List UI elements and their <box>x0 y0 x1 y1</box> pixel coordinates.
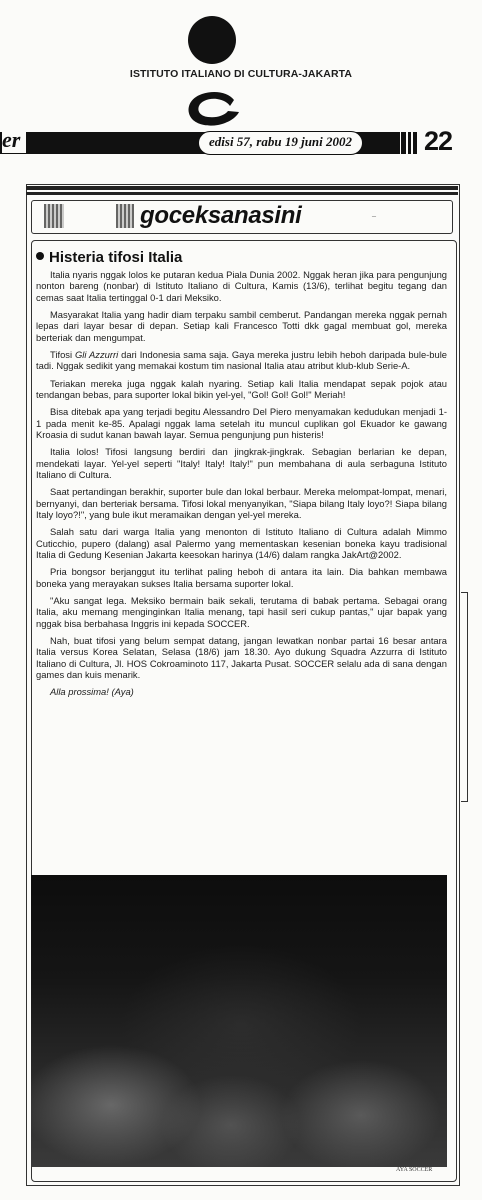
margin-bracket <box>461 592 468 802</box>
article-paragraph: Masyarakat Italia yang hadir diam terpaku sambil cemberut. Pandangan mereka nggak pernah lepas dari layar besar di depan. Setiap kali Francesco Totti dkk gagal membuat gol, mereka berteriak dan mengumpat. <box>36 309 447 343</box>
article-paragraph: Teriakan mereka juga nggak kalah nyaring. Setiap kali Italia mendapat sepak pojok atau tendangan bebas, para suporter lokal bikin yel-yel, "Gol! Gol! Gol!" Meriah! <box>36 377 447 401</box>
paragraph-emphasis: Gli Azzurri <box>74 349 119 361</box>
article-paragraph: Italia nyaris nggak lolos ke putaran kedua Piala Dunia 2002. Nggak heran jika para pengunjung nonton bareng (nonbar) di Istituto Italiano di Cultura, Kamis (13/6), terlihat begitu tegang dan cemas saat Italia tertinggal 0-1 dari Meksiko. <box>36 269 447 303</box>
edition-date: edisi 57, rabu 19 juni 2002 <box>198 131 363 155</box>
article-body <box>36 269 447 704</box>
article-paragraph: Saat pertandingan berakhir, suporter bule dan lokal berbaur. Mereka melompat-lompat, menari, bernyanyi, dan berteriak bersama. Tifosi lokal menyanyikan, "Siapa bilang Italy loyo?! Siapa bilang Italy loyo?!", yang bule ikut meramaikan dengan yel-yel mereka. <box>36 486 447 521</box>
article-paragraph: "Aku sangat lega. Meksiko bermain baik sekali, terutama di babak pertama. Sebagai orang Italia, aku memang menginginkan Italia menang, tapi hasil seri cukup pantas," ujar bapak yang nggak bisa berbahasa Inggris ini kepada SOCCER. <box>36 594 447 629</box>
institute-logo-dot <box>188 16 236 64</box>
header-texture <box>44 204 64 228</box>
article-paragraph: Bisa ditebak apa yang terjadi begitu Alessandro Del Piero menyamakan kedudukan menjadi 1-1 pada menit ke-85. Apalagi nggak lama setelah itu muncul cuplikan gol Ekuador ke gawang Kroasia di sudut kanan bawah layar. Semua pengunjung pun histeris! <box>36 406 447 441</box>
article-paragraph: Italia lolos! Tifosi langsung berdiri dan jingkrak-jingkrak. Sebagian berlarian ke depan, mendekati layar. Yel-yel seperti "Italy! Italy! Italy!" pun membahana di aula serbaguna Istituto Italiano di Cultura. <box>36 446 447 481</box>
masthead-partial-title: er <box>2 127 26 153</box>
institute-name: ISTITUTO ITALIANO DI CULTURA-JAKARTA <box>129 68 353 80</box>
article-paragraph: Nah, buat tifosi yang belum sempat datang, jangan lewatkan nonbar partai 16 besar antara Italia versus Korea Selatan, Selasa (18/6) jam 18.30. Ayo dukung Squadra Azzurra di Istituto Italiano di Cultura, Jl. HOS Cokroaminoto 117, Jakarta Pusat. SOCCER selalu ada di sana dengan games dan kuis menarik. <box>36 634 447 681</box>
institute-logo-mark <box>184 90 242 128</box>
headline-text: Histeria tifosi Italia <box>49 249 183 266</box>
page-number: 22 <box>424 126 453 156</box>
header-texture <box>116 204 134 228</box>
barcode-ornament <box>382 132 417 154</box>
article-paragraph: Salah satu dari warga Italia yang menonton di Istituto Italiano di Cultura adalah Mimmo Cuticchio, pupero (dalang) asal Palermo yang mementaskan kesenian boneka kayu tradisional Italia di Gedung Kesenian Jakarta keesokan harinya (14/6) dalam rangka JakArt@2002. <box>36 526 447 561</box>
article-paragraph <box>36 349 447 372</box>
bullet-icon <box>36 252 44 260</box>
frame-rule <box>26 186 458 190</box>
photo-credit: AYA SOCCER <box>396 1167 433 1173</box>
article-headline <box>36 248 182 268</box>
article-photo <box>31 875 447 1167</box>
paragraph-text: dari Indonesia sama saja. Gaya mereka justru lebih heboh daripada bule-bule tadi. Nggak sedikit yang memakai kostum tim nasional Italia atau atribut klub-klub Serie-A. <box>36 349 447 372</box>
paragraph-text: Tifosi <box>50 349 75 361</box>
article-signoff: Alla prossima! (Aya) <box>50 686 134 698</box>
section-signature: – <box>372 211 376 220</box>
article-paragraph: Pria bongsor berjanggut itu terlihat paling heboh di antara ita lain. Dia bahkan membawa boneka yang merayakan sukses Italia bersama suporter lokal. <box>36 566 447 589</box>
section-title: goceksanasini <box>140 202 302 229</box>
frame-rule <box>26 192 458 195</box>
